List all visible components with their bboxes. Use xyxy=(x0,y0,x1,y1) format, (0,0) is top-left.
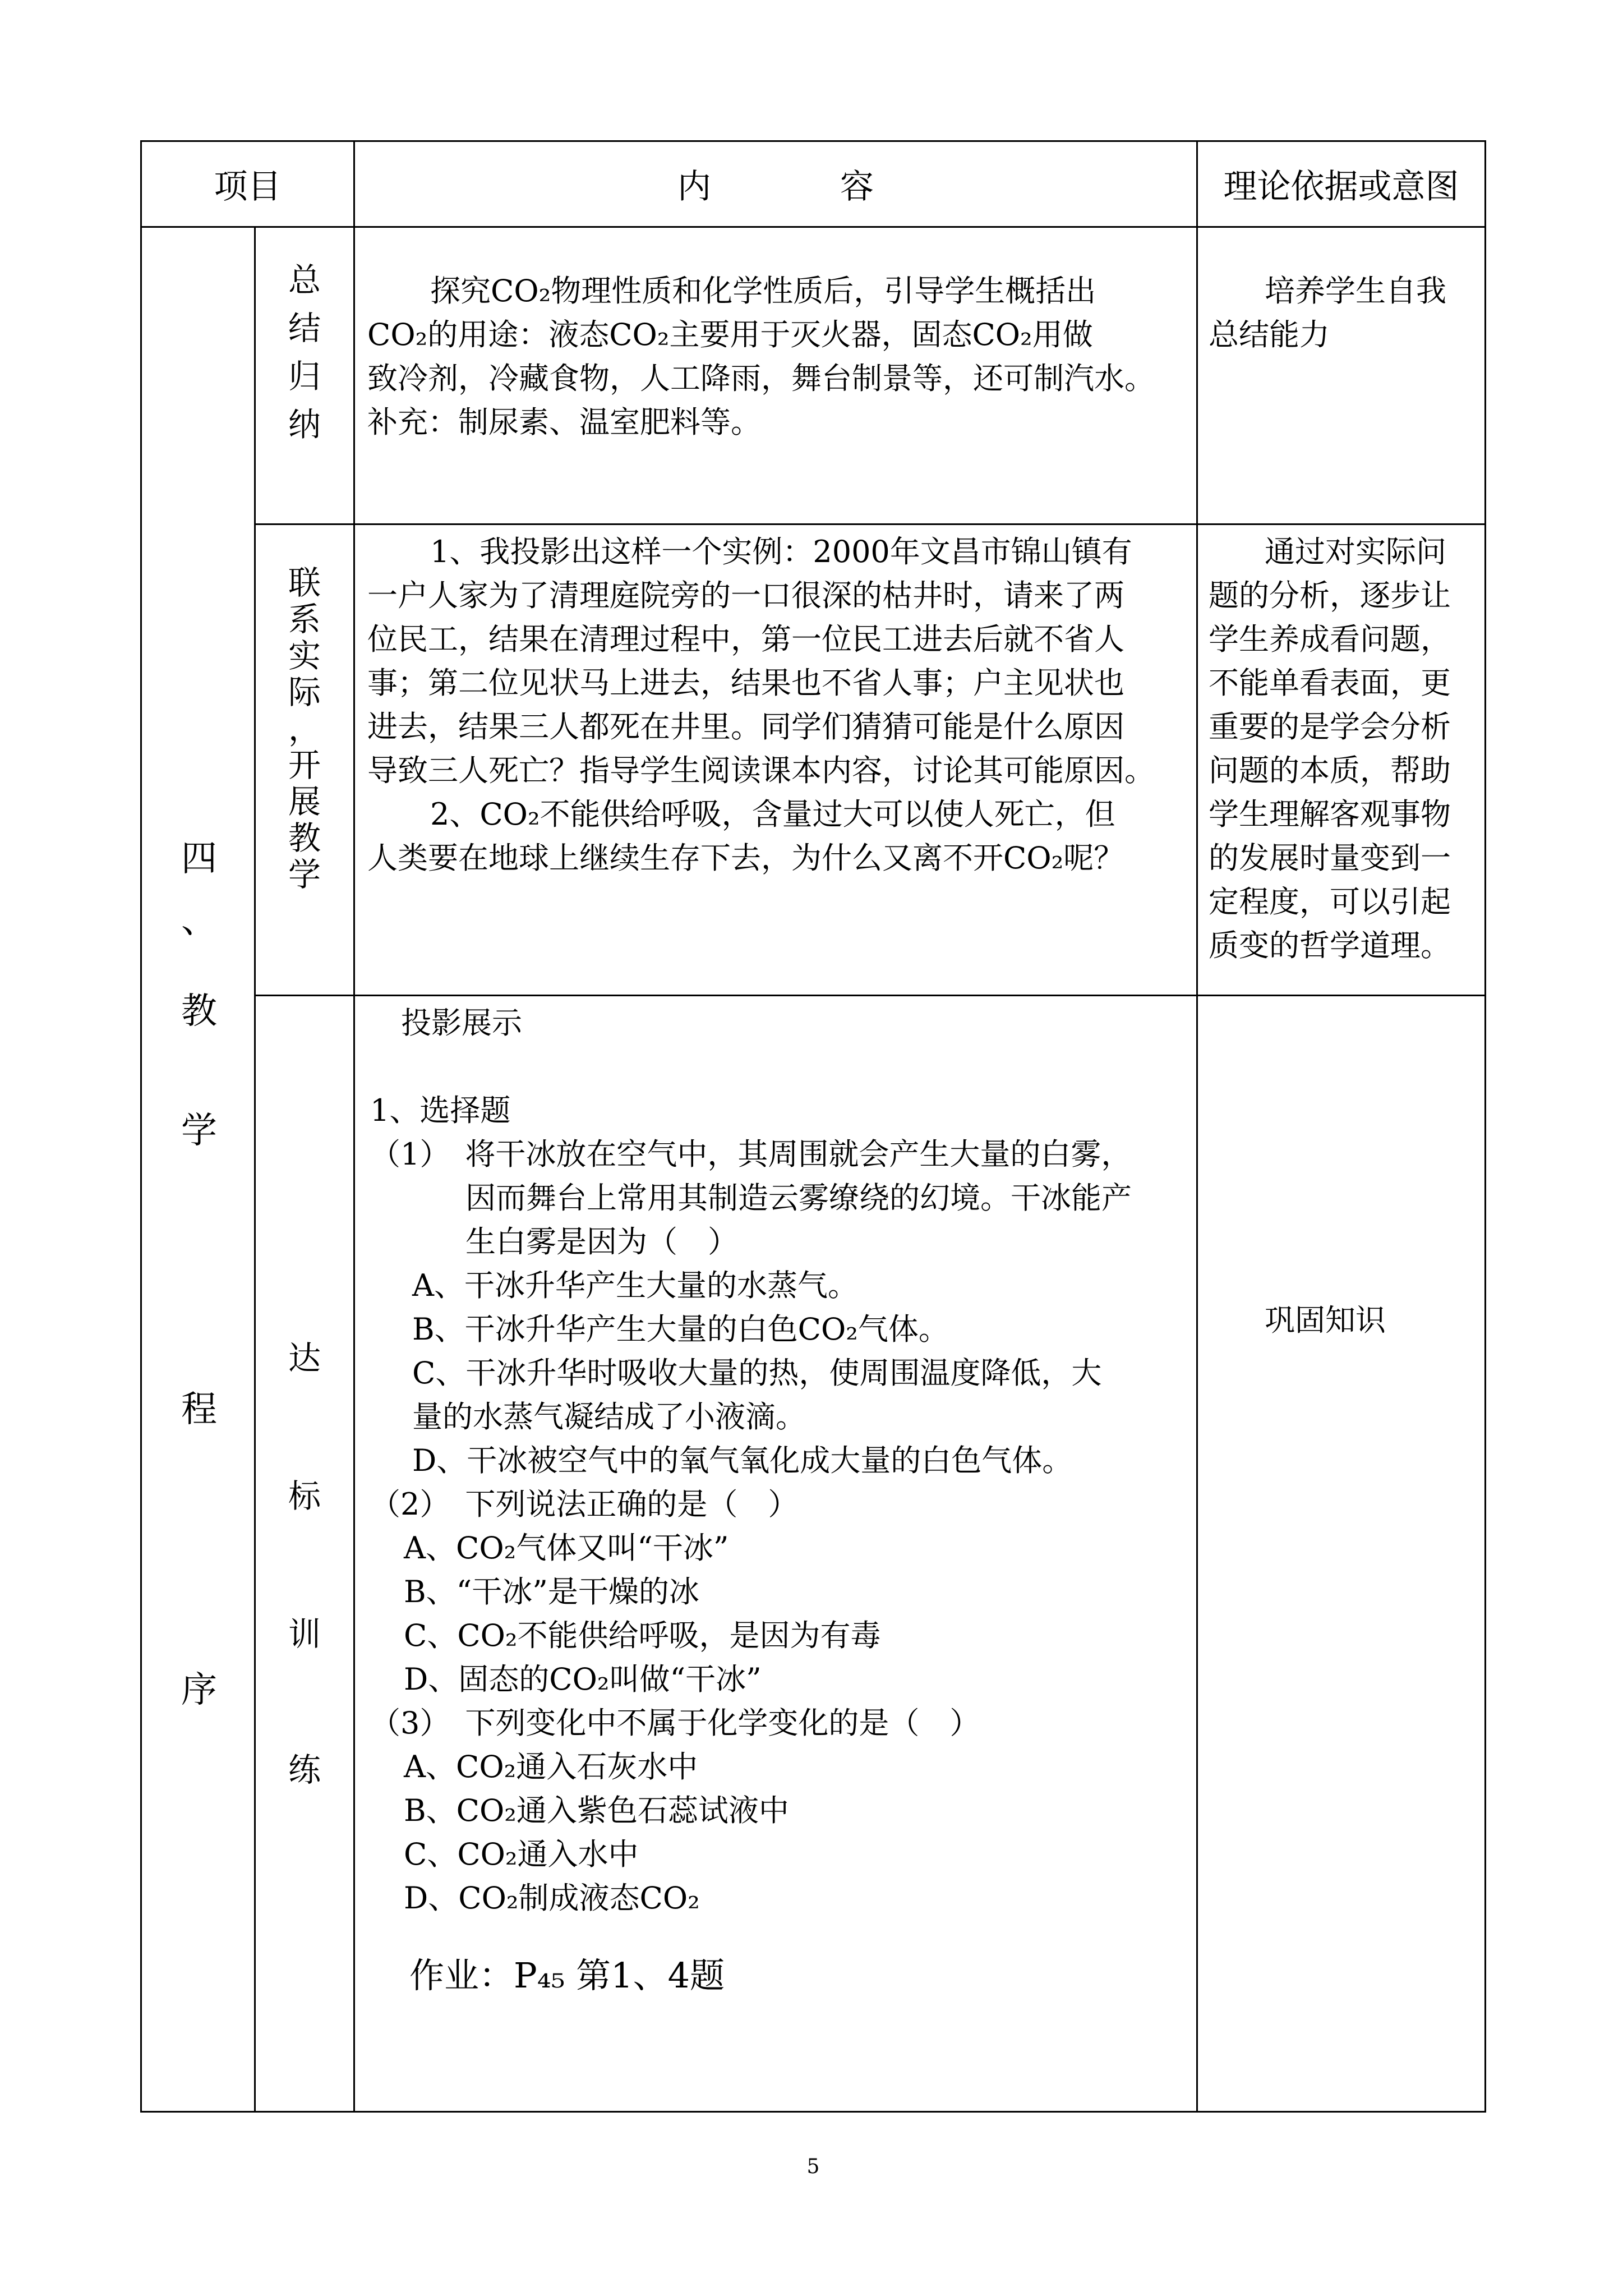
header-content-label-a: 内 xyxy=(677,167,711,206)
row-1-basis-line: 总结能力 xyxy=(1209,317,1330,352)
row-3-label-char: 练 xyxy=(288,1751,321,1789)
row-3-label-char: 训 xyxy=(288,1615,321,1653)
row-2-label-char: 学 xyxy=(288,855,321,894)
question-3-option: B、CO₂通入紫色石蕊试液中 xyxy=(404,1793,789,1828)
question-2-option: A、CO₂气体又叫“干冰” xyxy=(404,1530,729,1566)
row-3-label-char: 标 xyxy=(288,1477,321,1515)
row-separator-2 xyxy=(254,995,1486,996)
question-2-option: C、CO₂不能供给呼吸，是因为有毒 xyxy=(404,1618,881,1653)
row-2-basis-line: 学生养成看问题， xyxy=(1209,622,1451,657)
row-1-basis xyxy=(1209,269,1478,357)
row-2-label-char: 际 xyxy=(288,673,321,711)
page-number: 5 xyxy=(806,2155,820,2178)
row-2-basis-line: 通过对实际问 xyxy=(1265,534,1446,569)
question-3-stem: （3） 下列变化中不属于化学变化的是（ ） xyxy=(370,1705,980,1741)
homework: 作业：P₄₅ 第1、4题 xyxy=(409,1955,725,1996)
row-2-label-char: 开 xyxy=(288,746,321,784)
question-1-option: A、干冰升华产生大量的水蒸气。 xyxy=(412,1268,858,1303)
row-2-label-char: 实 xyxy=(288,637,321,675)
table-border-bottom xyxy=(140,2111,1486,2113)
row-2-basis-line: 质变的哲学道理。 xyxy=(1209,928,1451,963)
question-2-option: B、“干冰”是干燥的冰 xyxy=(404,1574,699,1609)
question-1-stem: 因而舞台上常用其制造云雾缭绕的幻境。干冰能产 xyxy=(465,1180,1132,1216)
row-2-basis-line: 不能单看表面，更 xyxy=(1209,665,1451,701)
row-2-basis-line: 重要的是学会分析 xyxy=(1209,709,1451,744)
row-3-content xyxy=(370,1001,1189,1998)
question-2-stem: （2） 下列说法正确的是（ ） xyxy=(370,1487,799,1522)
row-2-label-char: 系 xyxy=(288,600,321,638)
header-content xyxy=(355,142,1196,226)
row-2-content-line: 导致三人死亡？指导学生阅读课本内容，讨论其可能原因。 xyxy=(367,753,1155,788)
row-2-content-line: 进去，结果三人都死在井里。同学们猜猜可能是什么原因 xyxy=(367,709,1124,744)
row-2-content-line: 人类要在地球上继续生存下去，为什么又离不开CO₂呢？ xyxy=(367,840,1124,876)
row-1-label-char: 结 xyxy=(288,309,321,347)
table-border-right xyxy=(1484,140,1486,2113)
row-1-label-char: 归 xyxy=(288,357,321,395)
row-1-content-line: 探究CO₂物理性质和化学性质后，引导学生概括出 xyxy=(430,273,1096,309)
column-separator-basis xyxy=(1196,140,1198,2113)
row-3-label xyxy=(256,996,353,2111)
header-basis xyxy=(1198,142,1484,226)
row-2-content xyxy=(367,530,1186,880)
row-2-content-line: 1、我投影出这样一个实例：2000年文昌市锦山镇有 xyxy=(430,534,1132,569)
row-2-basis-line: 学生理解客观事物 xyxy=(1209,797,1451,832)
section-label xyxy=(142,228,254,2111)
section-char-2: 、 xyxy=(181,900,217,941)
row-2-basis xyxy=(1209,530,1478,968)
row-1-basis-line: 培养学生自我 xyxy=(1265,273,1446,309)
row-2-label-char: 联 xyxy=(288,564,321,602)
row-1-content-line: 补充：制尿素、温室肥料等。 xyxy=(367,404,761,440)
header-basis-label: 理论依据或意图 xyxy=(1223,167,1459,206)
row-2-label xyxy=(256,564,353,895)
header-separator xyxy=(140,226,1486,228)
row-2-content-line: 位民工，结果在清理过程中，第一位民工进去后就不省人 xyxy=(367,622,1124,657)
question-2-option: D、固态的CO₂叫做“干冰” xyxy=(404,1662,762,1697)
row-1-label-char: 总 xyxy=(288,261,321,299)
question-1-option: D、干冰被空气中的氧气氧化成大量的白色气体。 xyxy=(412,1443,1073,1478)
exercise-intro: 投影展示 xyxy=(401,1005,522,1041)
row-2-label-char: 教 xyxy=(288,819,321,857)
row-2-basis-line: 的发展时量变到一 xyxy=(1209,840,1451,876)
row-1-label-char: 纳 xyxy=(288,406,321,444)
row-2-basis-line: 定程度，可以引起 xyxy=(1209,884,1451,919)
header-item-label: 项目 xyxy=(214,167,282,206)
exercise-title: 1、选择题 xyxy=(370,1093,511,1128)
row-2-basis-line: 题的分析，逐步让 xyxy=(1209,578,1451,613)
section-char-3: 教 xyxy=(181,991,217,1032)
row-2-label-char: ， xyxy=(288,710,321,748)
row-2-content-line: 事；第二位见状马上进去，结果也不省人事；户主见状也 xyxy=(367,665,1124,701)
row-3-label-char: 达 xyxy=(288,1339,321,1377)
row-2-content-line: 2、CO₂不能供给呼吸，含量过大可以使人死亡，但 xyxy=(430,797,1115,832)
question-1-option: 量的水蒸气凝结成了小液滴。 xyxy=(412,1399,806,1434)
header-content-label-b: 容 xyxy=(840,167,874,206)
question-1-option: C、干冰升华时吸收大量的热，使周围温度降低，大 xyxy=(412,1355,1102,1391)
question-1-stem: 生白雾是因为（ ） xyxy=(465,1224,738,1259)
row-2-label-char: 展 xyxy=(288,783,321,821)
header-item xyxy=(142,142,353,226)
row-3-basis xyxy=(1209,1299,1478,1342)
row-2-content-line: 一户人家为了清理庭院旁的一口很深的枯井时，请来了两 xyxy=(367,578,1124,613)
row-2-basis-line: 问题的本质，帮助 xyxy=(1209,753,1451,788)
section-char-6: 序 xyxy=(181,1669,217,1711)
question-1-option: B、干冰升华产生大量的白色CO₂气体。 xyxy=(412,1312,949,1347)
row-1-content-line: 致冷剂，冷藏食物，人工降雨，舞台制景等，还可制汽水。 xyxy=(367,361,1155,396)
section-char-1: 四 xyxy=(181,838,217,880)
question-3-option: D、CO₂制成液态CO₂ xyxy=(404,1880,700,1916)
question-1-stem: （1） 将干冰放在空气中，其周围就会产生大量的白雾， xyxy=(370,1137,1132,1172)
question-3-option: C、CO₂通入水中 xyxy=(404,1837,639,1872)
section-char-5: 程 xyxy=(181,1389,217,1430)
question-3-option: A、CO₂通入石灰水中 xyxy=(404,1749,698,1784)
row-separator-1 xyxy=(254,523,1486,525)
row-1-content-line: CO₂的用途：液态CO₂主要用于灭火器，固态CO₂用做 xyxy=(367,317,1093,352)
row-1-label xyxy=(256,261,353,457)
section-char-4: 学 xyxy=(181,1110,217,1152)
row-1-content xyxy=(367,269,1186,444)
row-3-basis-line: 巩固知识 xyxy=(1265,1303,1386,1338)
column-separator-content xyxy=(353,140,355,2113)
